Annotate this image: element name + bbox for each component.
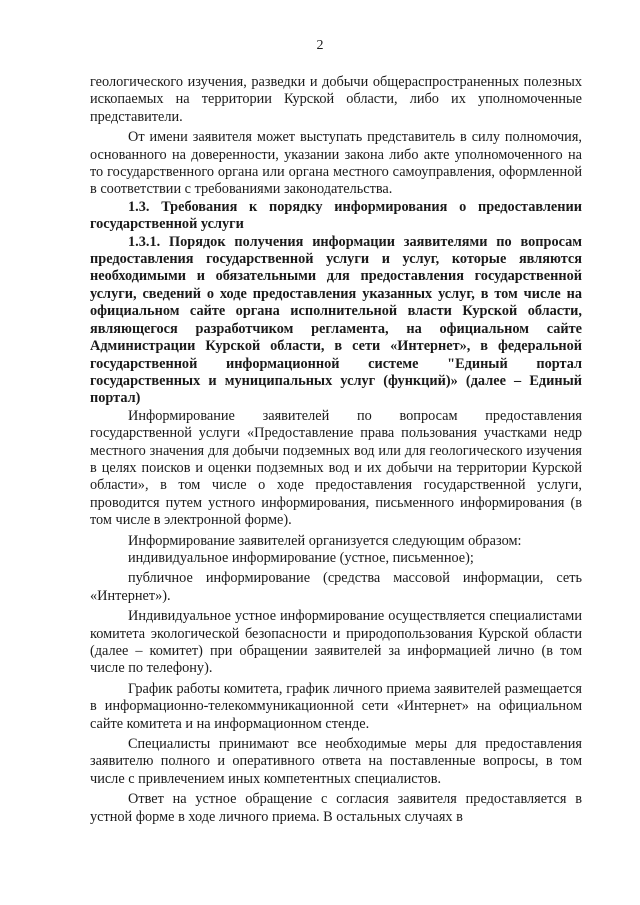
paragraph-representative: От имени заявителя может выступать представитель в силу полномочия, основанного на доверенности, указании закона либо акте уполномоченного на то государственного органа или органа местного самоуправления, оформленной в соответствии с требованиями законодательства. [90, 129, 582, 198]
paragraph-individual-informing: индивидуальное информирование (устное, письменное); [128, 549, 474, 566]
paragraph-public-informing: публичное информирование (средства массовой информации, сеть «Интернет»). [90, 570, 582, 604]
paragraph-informing-applicants: Информирование заявителей по вопросам предоставления государственной услуги «Предоставление права пользования участками недр местного значения для добычи подземных вод или для геологического изучения в целях поисков и оценки подземных вод и их добычи на территории Курской области», в том числе о ходе предоставления государственной услуги, проводится путем устного информирования, письменного информирования (в том числе в электронной форме). [90, 407, 582, 529]
paragraph-work-schedule: График работы комитета, график личного приема заявителей размещается в информационно-телекоммуникационной сети «Интернет» на официальном сайте комитета и на информационном стенде. [90, 680, 582, 732]
section-heading-1-3-1: 1.3.1. Порядок получения информации заявителями по вопросам предоставления государственной услуги и услуг, которые являются необходимыми и обязательными для предоставления государственной услуги, сведений о ходе предоставления указанных услуг, в том числе на официальном сайте органа исполнительной власти Курской области, являющегося разработчиком регламента, на официальном сайте Администрации Курской области, в сети «Интернет», в федеральной государственной информационной системе "Единый портал государственных и муниципальных услуг (функций)» (далее – Единый портал) [90, 233, 582, 407]
paragraph-oral-informing: Индивидуальное устное информирование осуществляется специалистами комитета экологической безопасности и природопользования Курской области (далее – комитет) при обращении заявителей за информацией лично (в том числе по телефону). [90, 608, 582, 677]
paragraph-applicants-intro: геологического изучения, разведки и добычи общераспространенных полезных ископаемых на территории Курской области, либо их уполномоченные представители. [90, 74, 582, 125]
paragraph-oral-response: Ответ на устное обращение с согласия заявителя предоставляется в устной форме в ходе личного приема. В остальных случаях в [90, 791, 582, 825]
paragraph-informing-organized: Информирование заявителей организуется следующим образом: [128, 532, 522, 549]
section-heading-1-3: 1.3. Требования к порядку информирования о предоставлении государственной услуги [90, 198, 582, 233]
document-body [90, 74, 582, 826]
page-number: 2 [316, 38, 324, 53]
paragraph-specialists: Специалисты принимают все необходимые меры для предоставления заявителю полного и оперативного ответа на поставленные вопросы, в том числе с привлечением иных компетентных специалистов. [90, 736, 582, 787]
